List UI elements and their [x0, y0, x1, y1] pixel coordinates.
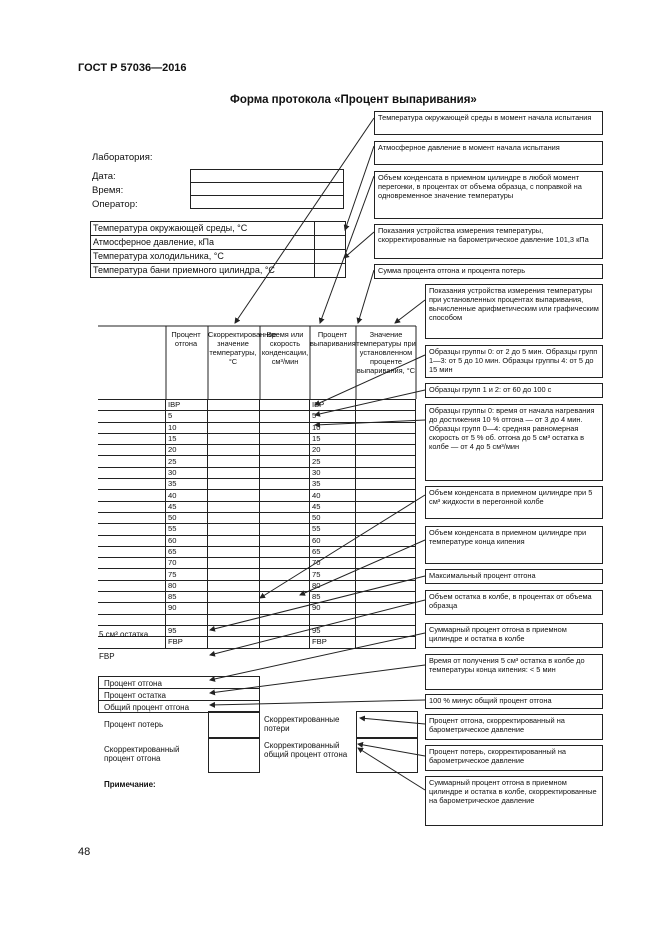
- remarks-label: Примечание:: [104, 780, 156, 789]
- label-5cm-residue: 5 см³ остатка: [99, 630, 149, 639]
- evap-cell: 5: [310, 411, 356, 422]
- note-fbp-condensate: Объем конденсата в приемном цилиндре при температуре конца кипения: [425, 526, 603, 564]
- arrow-fbp: [300, 540, 425, 595]
- note-ambient-temp: Температура окружающей среды в момент начала испытания: [374, 111, 603, 135]
- condition-row: Температура холодильника, °С: [91, 250, 345, 264]
- note-temp-reading: Показания устройства измерения температуры, скорректированные на барометрическое давление 101,3 кПа: [374, 224, 603, 259]
- distill-cell: FBP: [166, 637, 208, 648]
- evap-cell: 95: [310, 625, 356, 636]
- arrow-ambient: [235, 118, 374, 323]
- note-time-5cm: Время от получения 5 см³ остатка в колбе до температуры конца кипения: < 5 мин: [425, 654, 603, 690]
- distill-cell: IBP: [166, 400, 208, 411]
- arrow-rate: [315, 390, 425, 415]
- evap-cell: 50: [310, 512, 356, 523]
- distill-cell: 85: [166, 592, 208, 603]
- distill-cell: 35: [166, 479, 208, 490]
- arrow-total-recovery: [210, 633, 425, 680]
- distill-cell: 5: [166, 411, 208, 422]
- evap-cell: 45: [310, 501, 356, 512]
- date-label: Дата:: [92, 171, 116, 182]
- note-time-groups-1-2: Образцы групп 1 и 2: от 60 до 100 с: [425, 383, 603, 398]
- operator-label: Оператор:: [92, 199, 138, 210]
- distill-cell: 45: [166, 501, 208, 512]
- result-total-label: Общий процент отгона: [104, 703, 190, 712]
- document-code: ГОСТ Р 57036—2016: [78, 62, 187, 74]
- arrow-temp-evap: [395, 300, 425, 323]
- evap-cell: 35: [310, 479, 356, 490]
- distill-cell: 30: [166, 467, 208, 478]
- evap-cell: 15: [310, 433, 356, 444]
- corr-total-label: Скорректированный общий процент отгона: [264, 741, 348, 759]
- condition-row: Температура окружающей среды, °С: [91, 222, 345, 236]
- note-corr-loss: Процент потерь, скорректированный на барометрическое давление: [425, 745, 603, 771]
- arrow-max: [210, 576, 425, 630]
- condition-row: Атмосферное давление, кПа: [91, 236, 345, 250]
- note-corr-distill: Процент отгона, скорректированный на барометрическое давление: [425, 714, 603, 740]
- evap-cell: 70: [310, 558, 356, 569]
- result-loss-label: Процент потерь: [104, 720, 164, 729]
- condition-row: Температура бани приемного цилиндра, °С: [91, 264, 345, 278]
- corr-loss-label: Скорректированные потери: [264, 715, 340, 733]
- col-header-evap: Процент выпаривания: [310, 330, 356, 348]
- distill-cell: 95: [166, 625, 208, 636]
- distill-cell: 75: [166, 569, 208, 580]
- result-residue-label: Процент остатка: [104, 691, 166, 700]
- arrow-corr-distill: [360, 718, 425, 724]
- evap-cell: 85: [310, 592, 356, 603]
- distill-cell: 55: [166, 524, 208, 535]
- result-distill-label: Процент отгона: [104, 679, 162, 688]
- distill-cell: 50: [166, 512, 208, 523]
- distill-cell: 60: [166, 535, 208, 546]
- distill-cell: 15: [166, 433, 208, 444]
- evap-cell: 80: [310, 580, 356, 591]
- note-loss: 100 % минус общий процент отгона: [425, 694, 603, 709]
- distill-cell: 40: [166, 490, 208, 501]
- arrow-residue: [210, 600, 425, 655]
- arrow-time-5cm: [210, 665, 425, 693]
- label-fbp: FBP: [99, 652, 115, 661]
- form-title: Форма протокола «Процент выпаривания»: [230, 94, 477, 106]
- distill-cell: 25: [166, 456, 208, 467]
- evap-cell: 25: [310, 456, 356, 467]
- evap-cell: 40: [310, 490, 356, 501]
- evap-cell: FBP: [310, 637, 356, 648]
- arrow-condensate: [320, 176, 374, 323]
- arrow-rate-2: [315, 420, 425, 425]
- arrow-loss: [210, 700, 425, 705]
- distill-cell: 90: [166, 603, 208, 614]
- evap-cell: 10: [310, 422, 356, 433]
- note-temp-at-evap: Показания устройства измерения температуры при установленных процентах выпаривания, вычисленные арифметическим или графическим способом: [425, 284, 603, 339]
- note-time-groups: Образцы группы 0: от 2 до 5 мин. Образцы групп 1—3: от 5 до 10 мин. Образцы группы 4: от 5 до 15 мин: [425, 345, 603, 378]
- evap-cell: 55: [310, 524, 356, 535]
- note-rate: Образцы группы 0: время от начала нагревания до достижения 10 % отгона — от 3 до 4 мин. Образцы групп 0—4: средняя равномерная скорость от 5 % об. отгона до 5 см³ остатка в колбе — от 4 до 5 см³/мин: [425, 404, 603, 481]
- note-corr-total: Суммарный процент отгона в приемном цилиндре и остатка в колбе, скорректированные на барометрическое давление: [425, 776, 603, 826]
- evap-cell: 65: [310, 546, 356, 557]
- result-corr-distill-label: Скорректированный процент отгона: [104, 745, 180, 763]
- distill-cell: 70: [166, 558, 208, 569]
- note-sum-distill-loss: Сумма процента отгона и процента потерь: [374, 264, 603, 279]
- arrow-sum: [358, 270, 374, 323]
- evap-cell: 60: [310, 535, 356, 546]
- evap-cell: 20: [310, 445, 356, 456]
- note-max-distill: Максимальный процент отгона: [425, 569, 603, 584]
- col-header-temp-at-evap: Значение температуры при установленном проценте выпаривания, °С: [356, 330, 416, 375]
- note-total-recovery: Суммарный процент отгона в приемном цилиндре и остатка в колбе: [425, 623, 603, 648]
- note-pressure: Атмосферное давление в момент начала испытания: [374, 141, 603, 165]
- col-header-distill: Процент отгона: [171, 330, 201, 348]
- note-condensate-volume: Объем конденсата в приемном цилиндре в любой момент перегонки, в процентах от объема образца, с поправкой на одновременное значение температуры: [374, 171, 603, 219]
- distill-cell: 65: [166, 546, 208, 557]
- evap-cell: IBP: [310, 400, 356, 411]
- distill-cell: 20: [166, 445, 208, 456]
- page-number: 48: [78, 846, 91, 858]
- col-header-corr-temp: Скорректированное значение температуры, °С: [208, 330, 277, 366]
- evap-cell: 75: [310, 569, 356, 580]
- note-5cm-condensate: Объем конденсата в приемном цилиндре при 5 см³ жидкости в перегонной колбе: [425, 486, 603, 519]
- distill-cell: 80: [166, 580, 208, 591]
- evap-cell: 90: [310, 603, 356, 614]
- distill-cell: 10: [166, 422, 208, 433]
- lab-label: Лаборатория:: [92, 152, 153, 163]
- note-residue: Объем остатка в колбе, в процентах от объема образца: [425, 590, 603, 615]
- col-header-time: Время или скорость конденсации, см³/мин: [261, 330, 309, 366]
- evap-cell: 30: [310, 467, 356, 478]
- time-label: Время:: [92, 185, 124, 196]
- arrow-time: [315, 355, 425, 405]
